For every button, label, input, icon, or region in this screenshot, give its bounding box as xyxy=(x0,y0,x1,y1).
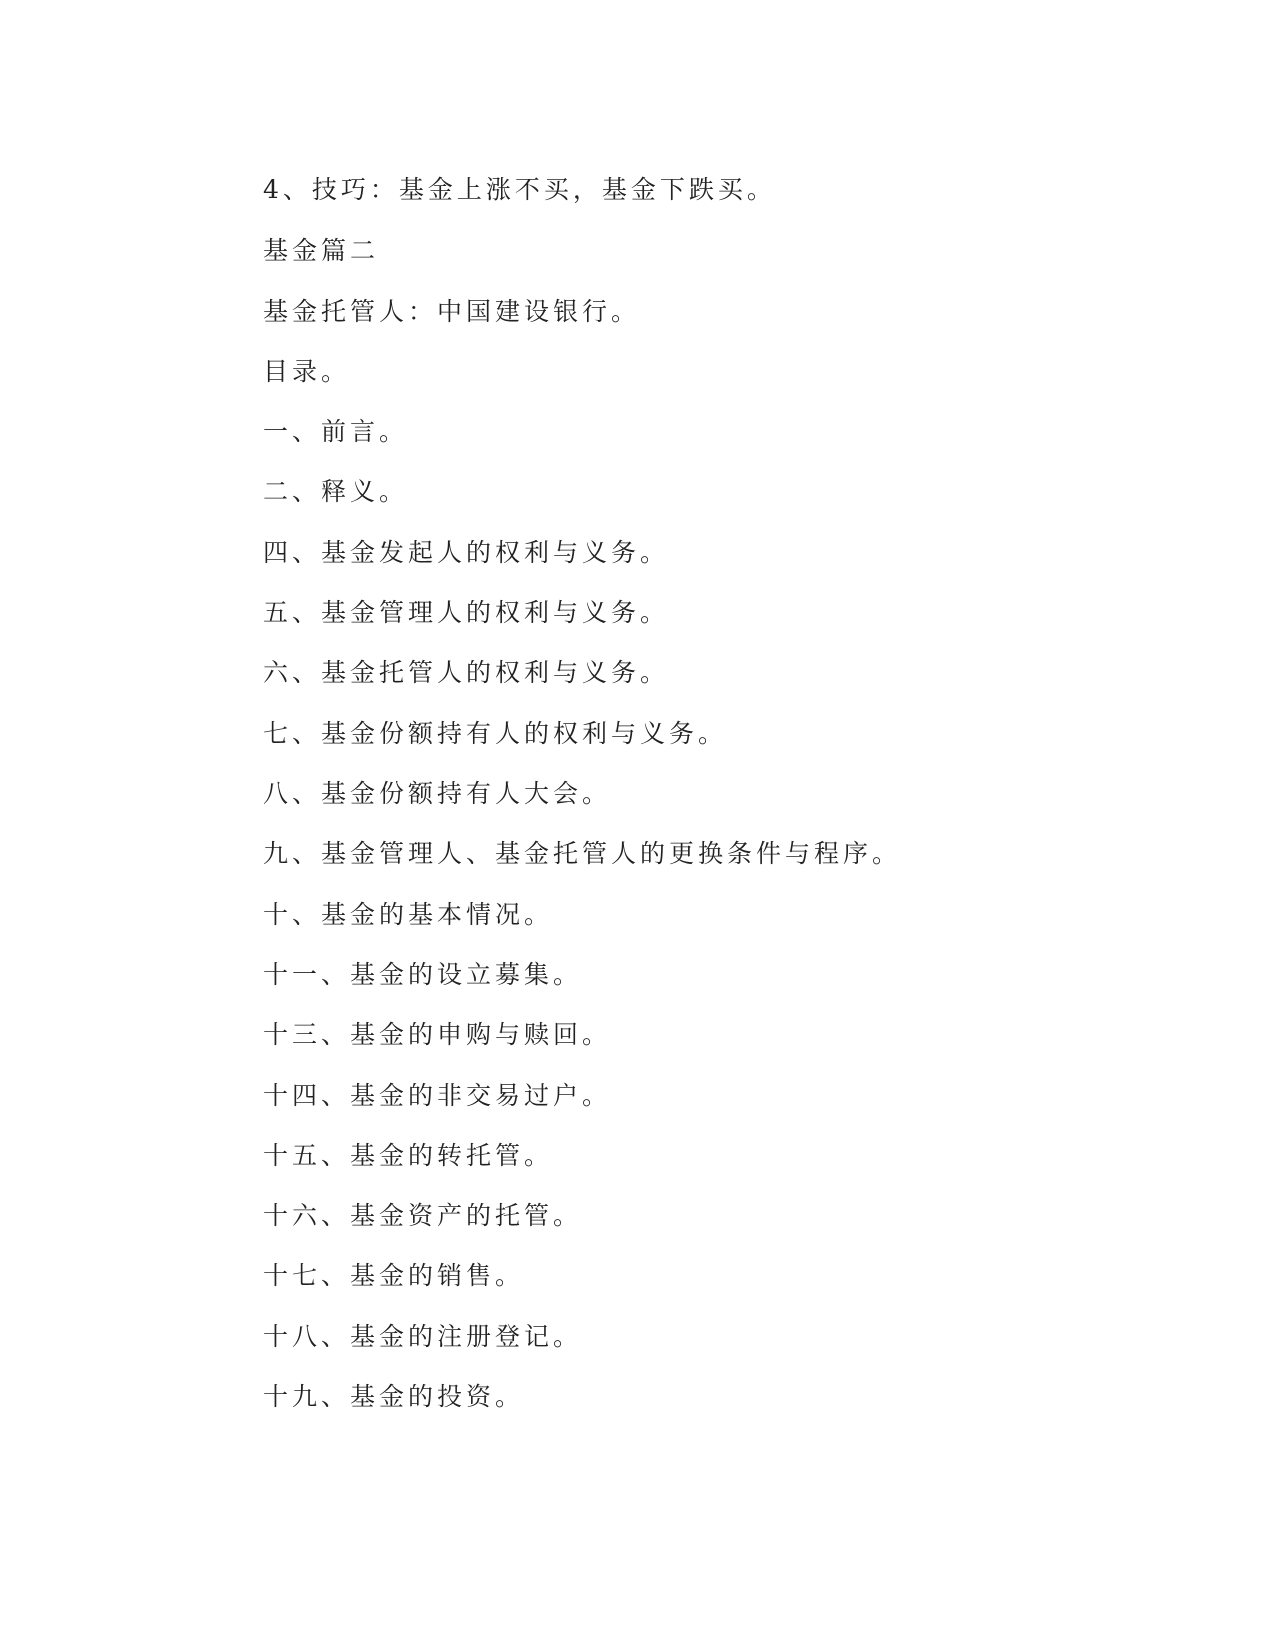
toc-item: 十、基金的基本情况。 xyxy=(263,900,554,929)
toc-item: 十五、基金的转托管。 xyxy=(263,1141,554,1170)
toc-item: 四、基金发起人的权利与义务。 xyxy=(263,538,670,567)
toc-item: 七、基金份额持有人的权利与义务。 xyxy=(263,719,728,748)
toc-item: 二、释义。 xyxy=(263,477,409,506)
toc-item: 九、基金管理人、基金托管人的更换条件与程序。 xyxy=(263,839,902,868)
tip-line: 4、技巧：基金上涨不买，基金下跌买。 xyxy=(263,175,776,204)
custodian-line: 基金托管人：中国建设银行。 xyxy=(263,297,641,326)
toc-item: 五、基金管理人的权利与义务。 xyxy=(263,598,670,627)
toc-item: 十六、基金资产的托管。 xyxy=(263,1201,583,1230)
toc-item: 八、基金份额持有人大会。 xyxy=(263,779,612,808)
toc-item: 十九、基金的投资。 xyxy=(263,1382,525,1411)
toc-item: 十四、基金的非交易过户。 xyxy=(263,1081,612,1110)
toc-item: 十一、基金的设立募集。 xyxy=(263,960,583,989)
toc-item: 十八、基金的注册登记。 xyxy=(263,1322,583,1351)
section-heading: 基金篇二 xyxy=(263,236,380,265)
toc-item: 六、基金托管人的权利与义务。 xyxy=(263,658,670,687)
toc-heading: 目录。 xyxy=(263,357,351,386)
toc-item: 一、前言。 xyxy=(263,417,409,446)
toc-item: 十三、基金的申购与赎回。 xyxy=(263,1020,612,1049)
toc-item: 十七、基金的销售。 xyxy=(263,1261,525,1290)
